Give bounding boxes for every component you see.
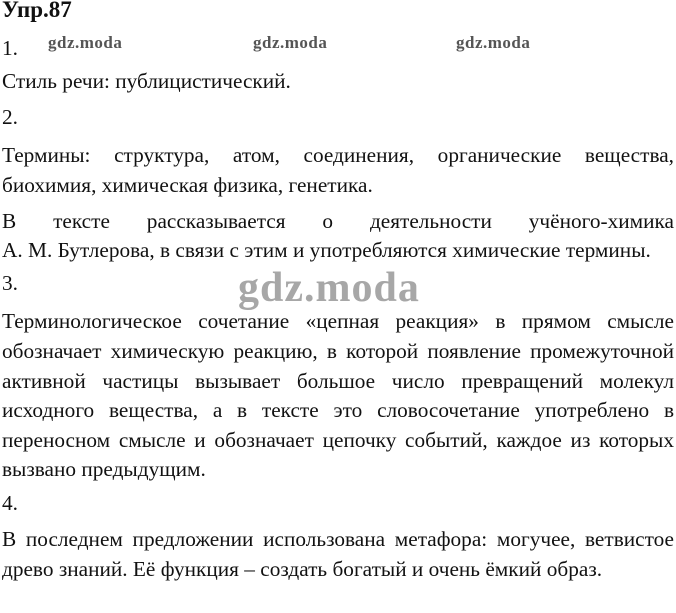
watermark: gdz.moda xyxy=(253,33,328,52)
watermark-center: gdz.moda xyxy=(238,265,420,311)
text-line: исходного вещества, а в тексте это словосочетание употреблено в xyxy=(2,398,674,422)
text-line: биохимия, химическая физика, генетика. xyxy=(2,173,373,197)
text-line: А. М. Бутлерова, в связи с этим и употребляются химические термины. xyxy=(2,238,651,262)
text-line: переносном смысле и обозначает цепочку событий, каждое из которых xyxy=(2,428,674,452)
watermark: gdz.moda xyxy=(48,33,123,52)
text-line: древо знаний. Её функция – создать богатый и очень ёмкий образ. xyxy=(2,557,603,581)
text-line: активной частицы вызывает большое число превращений молекул xyxy=(2,369,674,393)
section-number: 3. xyxy=(2,271,18,295)
text-line: В тексте рассказывается о деятельности учёного-химика xyxy=(2,209,674,233)
text-line: Термины: структура, атом, соединения, органические вещества, xyxy=(2,143,674,167)
watermark: gdz.moda xyxy=(456,33,531,52)
text-line: обозначает химическую реакцию, в которой появление промежуточной xyxy=(2,339,674,363)
text-line: Терминологическое сочетание «цепная реакция» в прямом смысле xyxy=(2,309,674,333)
text-line: вызвано предыдущим. xyxy=(2,457,206,481)
text-line: Стиль речи: публицистический. xyxy=(2,69,291,93)
exercise-title: Упр.87 xyxy=(2,0,72,22)
text-line: В последнем предложении использована метафора: могучее, ветвистое xyxy=(2,527,674,551)
section-number: 4. xyxy=(2,491,18,515)
section-number: 1. xyxy=(2,36,18,60)
section-number: 2. xyxy=(2,105,18,129)
